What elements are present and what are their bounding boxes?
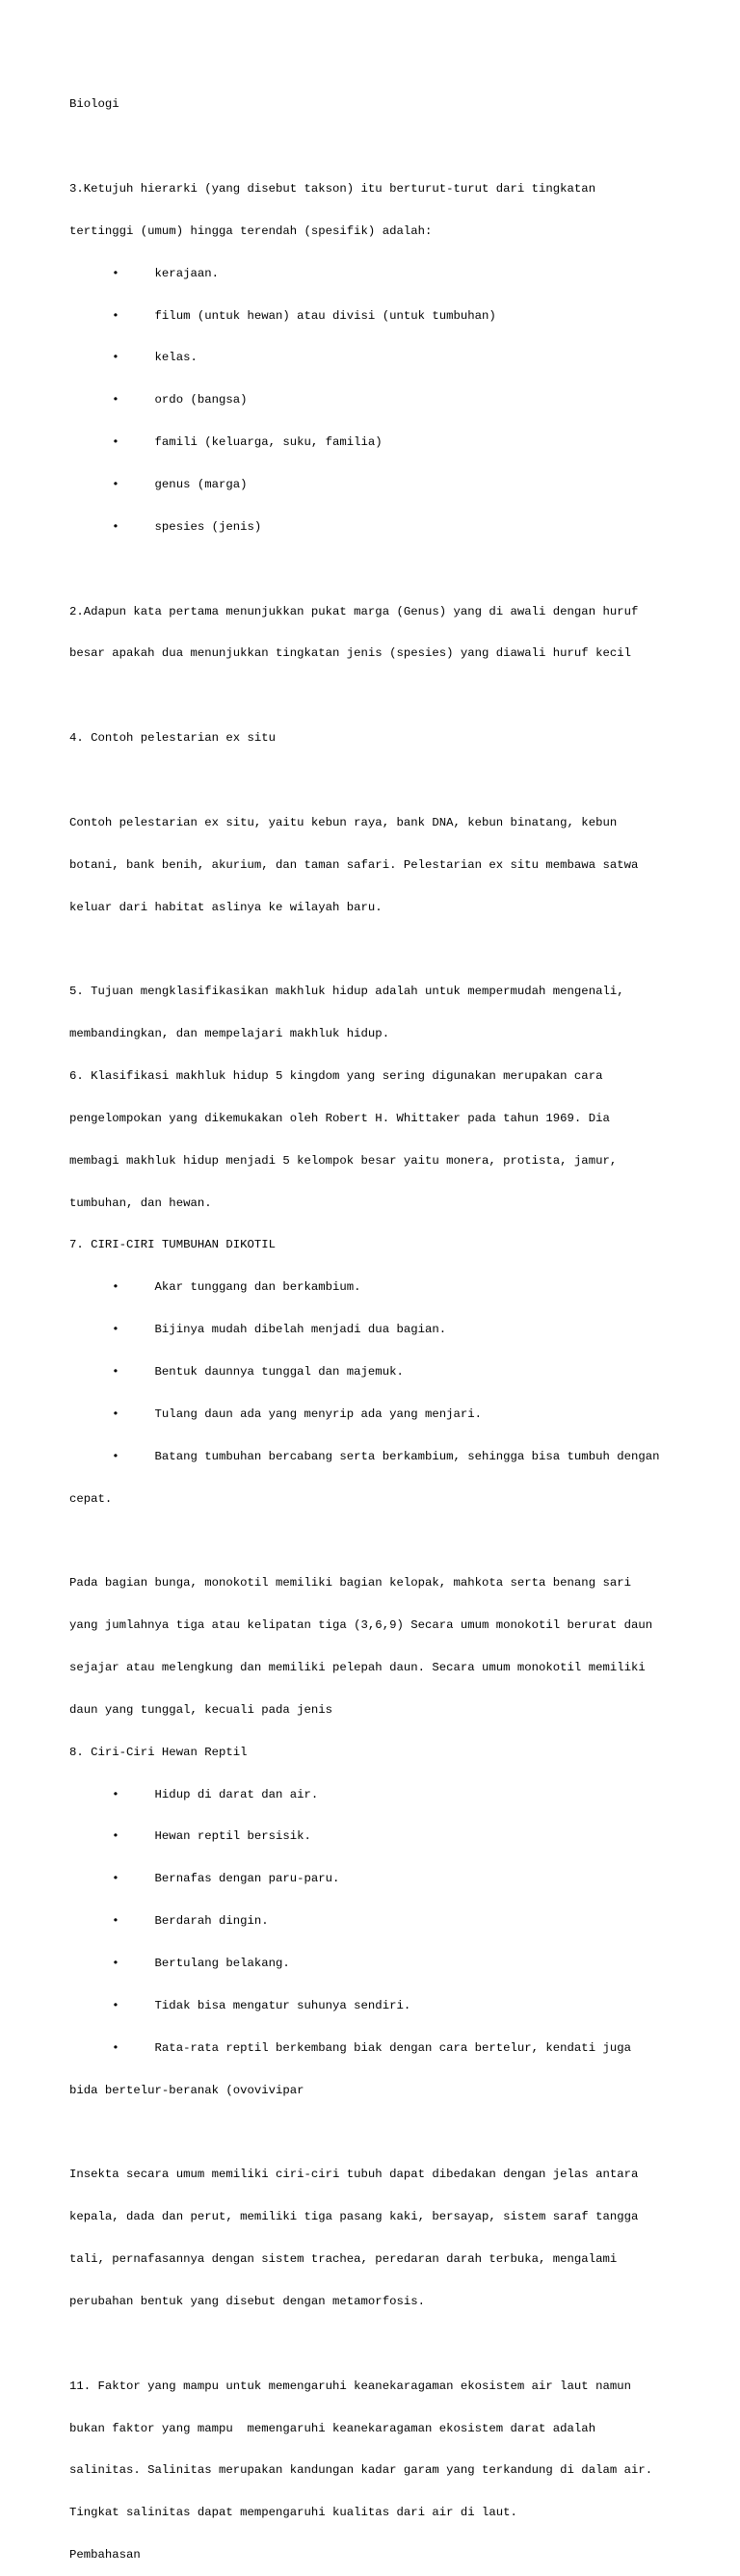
bullet-item: • spesies (jenis): [69, 519, 262, 534]
doc-line: Insekta secara umum memiliki ciri-ciri tubuh dapat dibedakan dengan jelas antara: [69, 2168, 639, 2182]
doc-line: membandingkan, dan mempelajari makhluk hidup.: [69, 1027, 390, 1041]
blank-line: [69, 2126, 725, 2141]
blank-line: [69, 140, 725, 154]
bullet-item: • kelas.: [69, 351, 198, 365]
bullet-item: • Tulang daun ada yang menyrip ada yang menjari.: [69, 1406, 483, 1421]
doc-line: 2.Adapun kata pertama menunjukkan pukat marga (Genus) yang di awali dengan huruf: [69, 604, 639, 618]
bullet-item: • ordo (bangsa): [69, 393, 248, 407]
bullet-item: • genus (marga): [69, 477, 248, 491]
doc-line: tumbuhan, dan hewan.: [69, 1196, 212, 1210]
document-body: [69, 69, 725, 2576]
bullet-item: • Hewan reptil bersisik.: [69, 1829, 311, 1844]
doc-line: Contoh pelestarian ex situ, yaitu kebun raya, bank DNA, kebun binatang, kebun: [69, 815, 618, 829]
doc-line: 8. Ciri-Ciri Hewan Reptil: [69, 1745, 248, 1759]
bullet-item: • Akar tunggang dan berkambium.: [69, 1280, 361, 1295]
doc-line: besar apakah dua menunjukkan tingkatan jenis (spesies) yang diawali huruf kecil: [69, 646, 631, 661]
bullet-item: • Hidup di darat dan air.: [69, 1787, 319, 1801]
doc-line: bida bertelur-beranak (ovovivipar: [69, 2083, 304, 2097]
blank-line: [69, 563, 725, 577]
doc-line: 4. Contoh pelestarian ex situ: [69, 731, 277, 746]
blank-line: [69, 774, 725, 788]
doc-line: Pada bagian bunga, monokotil memiliki bagian kelopak, mahkota serta benang sari: [69, 1576, 631, 1590]
doc-line: Pembahasan: [69, 2548, 141, 2563]
bullet-item: • Bernafas dengan paru-paru.: [69, 1872, 340, 1886]
doc-line: perubahan bentuk yang disebut dengan metamorfosis.: [69, 2294, 425, 2308]
doc-line: sejajar atau melengkung dan memiliki pelepah daun. Secara umum monokotil memiliki: [69, 1661, 646, 1675]
bullet-item: • Berdarah dingin.: [69, 1914, 269, 1929]
doc-line: 5. Tujuan mengklasifikasikan makhluk hidup adalah untuk mempermudah mengenali,: [69, 985, 624, 999]
doc-line: pengelompokan yang dikemukakan oleh Robert H. Whittaker pada tahun 1969. Dia: [69, 1111, 610, 1125]
bullet-item: • famili (keluarga, suku, familia): [69, 435, 383, 450]
doc-line: yang jumlahnya tiga atau kelipatan tiga (3,6,9) Secara umum monokotil berurat daun: [69, 1618, 653, 1633]
bullet-item: • Rata-rata reptil berkembang biak dengan cara bertelur, kendati juga: [69, 2040, 631, 2055]
bullet-item: • filum (untuk hewan) atau divisi (untuk tumbuhan): [69, 308, 496, 323]
blank-line: [69, 1534, 725, 1548]
blank-line: [69, 2337, 725, 2352]
doc-line: bukan faktor yang mampu memengaruhi keanekaragaman ekosistem darat adalah: [69, 2421, 596, 2435]
doc-line: botani, bank benih, akurium, dan taman safari. Pelestarian ex situ membawa satwa: [69, 857, 639, 872]
doc-line: tertinggi (umum) hingga terendah (spesifik) adalah:: [69, 223, 433, 238]
doc-line: cepat.: [69, 1491, 113, 1506]
doc-line: 7. CIRI-CIRI TUMBUHAN DIKOTIL: [69, 1238, 277, 1252]
bullet-item: • Bijinya mudah dibelah menjadi dua bagian.: [69, 1323, 447, 1337]
doc-line: 6. Klasifikasi makhluk hidup 5 kingdom yang sering digunakan merupakan cara: [69, 1069, 603, 1084]
doc-line: membagi makhluk hidup menjadi 5 kelompok besar yaitu monera, protista, jamur,: [69, 1153, 618, 1168]
doc-line: Tingkat salinitas dapat mempengaruhi kualitas dari air di laut.: [69, 2506, 517, 2520]
bullet-item: • Batang tumbuhan bercabang serta berkambium, sehingga bisa tumbuh dengan: [69, 1449, 660, 1463]
doc-line: daun yang tunggal, kecuali pada jenis: [69, 1702, 333, 1717]
doc-line: kepala, dada dan perut, memiliki tiga pasang kaki, bersayap, sistem saraf tangga: [69, 2210, 639, 2224]
doc-line: salinitas. Salinitas merupakan kandungan kadar garam yang terkandung di dalam air.: [69, 2463, 653, 2478]
bullet-item: • Bentuk daunnya tunggal dan majemuk.: [69, 1365, 404, 1380]
bullet-item: • kerajaan.: [69, 266, 219, 280]
doc-line-title: Biologi: [69, 97, 119, 112]
blank-line: [69, 689, 725, 703]
doc-line: 11. Faktor yang mampu untuk memengaruhi keanekaragaman ekosistem air laut namun: [69, 2379, 631, 2393]
blank-line: [69, 942, 725, 957]
bullet-item: • Bertulang belakang.: [69, 1957, 290, 1971]
doc-line: keluar dari habitat aslinya ke wilayah baru.: [69, 900, 383, 914]
bullet-item: • Tidak bisa mengatur suhunya sendiri.: [69, 1998, 411, 2012]
doc-line: 3.Ketujuh hierarki (yang disebut takson) itu berturut-turut dari tingkatan: [69, 181, 596, 196]
doc-line: tali, pernafasannya dengan sistem trachea, peredaran darah terbuka, mengalami: [69, 2252, 618, 2267]
